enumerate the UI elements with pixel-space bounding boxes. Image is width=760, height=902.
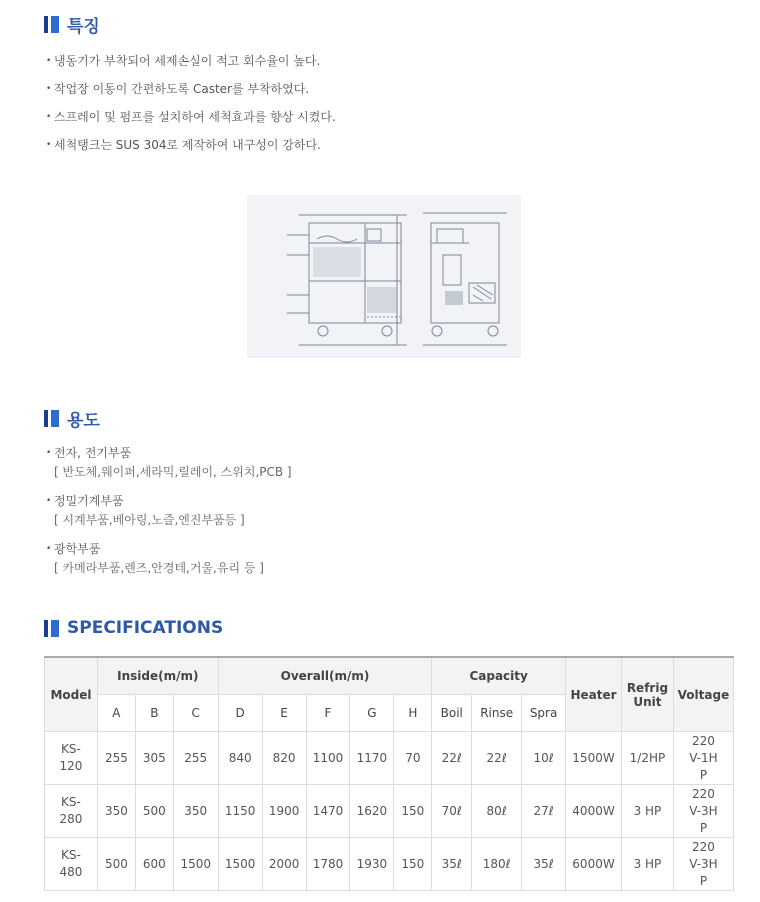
table-cell: 1470 <box>306 785 350 838</box>
subheader-cell: G <box>350 695 394 732</box>
table-cell: 220V-3HP <box>673 838 733 891</box>
feature-item: • 스프레이 및 펌프를 설치하여 세척효과를 향상 시켰다. <box>46 108 336 136</box>
model-cell: KS-280 <box>45 785 98 838</box>
specs-heading <box>44 618 223 638</box>
features-title: 특징 <box>67 17 100 37</box>
subheader-cell: Spra <box>522 695 566 732</box>
subheader-cell: D <box>218 695 262 732</box>
table-cell: 80ℓ <box>472 785 522 838</box>
table-cell: 4000W <box>566 785 622 838</box>
features-list <box>46 52 336 164</box>
use-item <box>46 444 292 482</box>
table-cell: 350 <box>97 785 135 838</box>
header-heater: Heater <box>566 657 622 732</box>
header-overall: Overall(m/m) <box>218 657 432 695</box>
subheader-cell: Boil <box>432 695 472 732</box>
feature-item: • 작업장 이동이 간편하도록 Caster를 부착하였다. <box>46 80 336 108</box>
table-cell: 1170 <box>350 732 394 785</box>
subheader-cell: E <box>262 695 306 732</box>
subheader-cell: B <box>135 695 173 732</box>
subheader-cell: A <box>97 695 135 732</box>
table-cell: 22ℓ <box>472 732 522 785</box>
table-cell: 1780 <box>306 838 350 891</box>
table-cell: 820 <box>262 732 306 785</box>
use-item <box>46 492 292 530</box>
table-cell: 3 HP <box>621 785 673 838</box>
features-heading <box>44 12 100 37</box>
use-item-sub: [ 반도체,웨이퍼,세라믹,릴레이, 스위치,PCB ] <box>54 465 292 479</box>
heading-bar-icon <box>44 16 48 33</box>
table-cell: 1150 <box>218 785 262 838</box>
table-row <box>45 838 734 891</box>
uses-list <box>46 444 292 588</box>
use-item-label: 광학부품 <box>54 542 101 556</box>
header-capacity: Capacity <box>432 657 566 695</box>
table-cell: 27ℓ <box>522 785 566 838</box>
table-cell: 150 <box>394 785 432 838</box>
table-cell: 255 <box>97 732 135 785</box>
table-cell: 350 <box>173 785 218 838</box>
feature-item: • 세척탱크는 SUS 304로 제작하여 내구성이 강하다. <box>46 136 336 164</box>
table-cell: 500 <box>135 785 173 838</box>
table-cell: 35ℓ <box>432 838 472 891</box>
header-refrig: Refrig Unit <box>621 657 673 732</box>
equipment-diagram <box>247 195 521 358</box>
model-cell: KS-480 <box>45 838 98 891</box>
subheader-cell: H <box>394 695 432 732</box>
table-cell: 220V-3HP <box>673 785 733 838</box>
table-cell: 1/2HP <box>621 732 673 785</box>
table-cell: 2000 <box>262 838 306 891</box>
table-row <box>45 732 734 785</box>
table-cell: 70 <box>394 732 432 785</box>
diagram-drawing <box>247 195 521 358</box>
table-cell: 35ℓ <box>522 838 566 891</box>
uses-heading <box>44 406 100 431</box>
use-item-sub: [ 시계부품,베아링,노즐,엔진부품등 ] <box>54 513 245 527</box>
table-cell: 305 <box>135 732 173 785</box>
table-cell: 1620 <box>350 785 394 838</box>
uses-title: 용도 <box>67 411 100 431</box>
subheader-cell: Rinse <box>472 695 522 732</box>
heading-bar-icon <box>51 620 59 637</box>
use-item <box>46 540 292 578</box>
table-cell: 10ℓ <box>522 732 566 785</box>
table-cell: 1100 <box>306 732 350 785</box>
table-cell: 1930 <box>350 838 394 891</box>
table-row <box>45 785 734 838</box>
model-cell: KS-120 <box>45 732 98 785</box>
table-cell: 180ℓ <box>472 838 522 891</box>
table-cell: 6000W <box>566 838 622 891</box>
table-cell: 70ℓ <box>432 785 472 838</box>
feature-item: • 냉동기가 부착되어 세제손실이 적고 회수율이 높다. <box>46 52 336 80</box>
use-item-label: 정밀기계부품 <box>54 494 124 508</box>
use-item-label: 전자, 전기부품 <box>54 446 132 460</box>
table-cell: 1500 <box>218 838 262 891</box>
header-inside: Inside(m/m) <box>97 657 218 695</box>
heading-bar-icon <box>51 410 59 427</box>
specs-title: SPECIFICATIONS <box>67 618 224 638</box>
table-cell: 22ℓ <box>432 732 472 785</box>
table-cell: 150 <box>394 838 432 891</box>
subheader-cell: C <box>173 695 218 732</box>
table-cell: 500 <box>97 838 135 891</box>
table-cell: 600 <box>135 838 173 891</box>
table-cell: 840 <box>218 732 262 785</box>
table-cell: 1500W <box>566 732 622 785</box>
header-voltage: Voltage <box>673 657 733 732</box>
heading-bar-icon <box>44 620 48 637</box>
table-cell: 1500 <box>173 838 218 891</box>
table-cell: 3 HP <box>621 838 673 891</box>
table-cell: 1900 <box>262 785 306 838</box>
specifications-body <box>45 732 734 891</box>
use-item-sub: [ 카메라부품,렌즈,안경테,거울,유리 등 ] <box>54 561 264 575</box>
heading-bar-icon <box>44 410 48 427</box>
specifications-table <box>44 656 734 891</box>
header-model: Model <box>45 657 98 732</box>
subheader-cell: F <box>306 695 350 732</box>
table-cell: 255 <box>173 732 218 785</box>
heading-bar-icon <box>51 16 59 33</box>
table-cell: 220V-1HP <box>673 732 733 785</box>
